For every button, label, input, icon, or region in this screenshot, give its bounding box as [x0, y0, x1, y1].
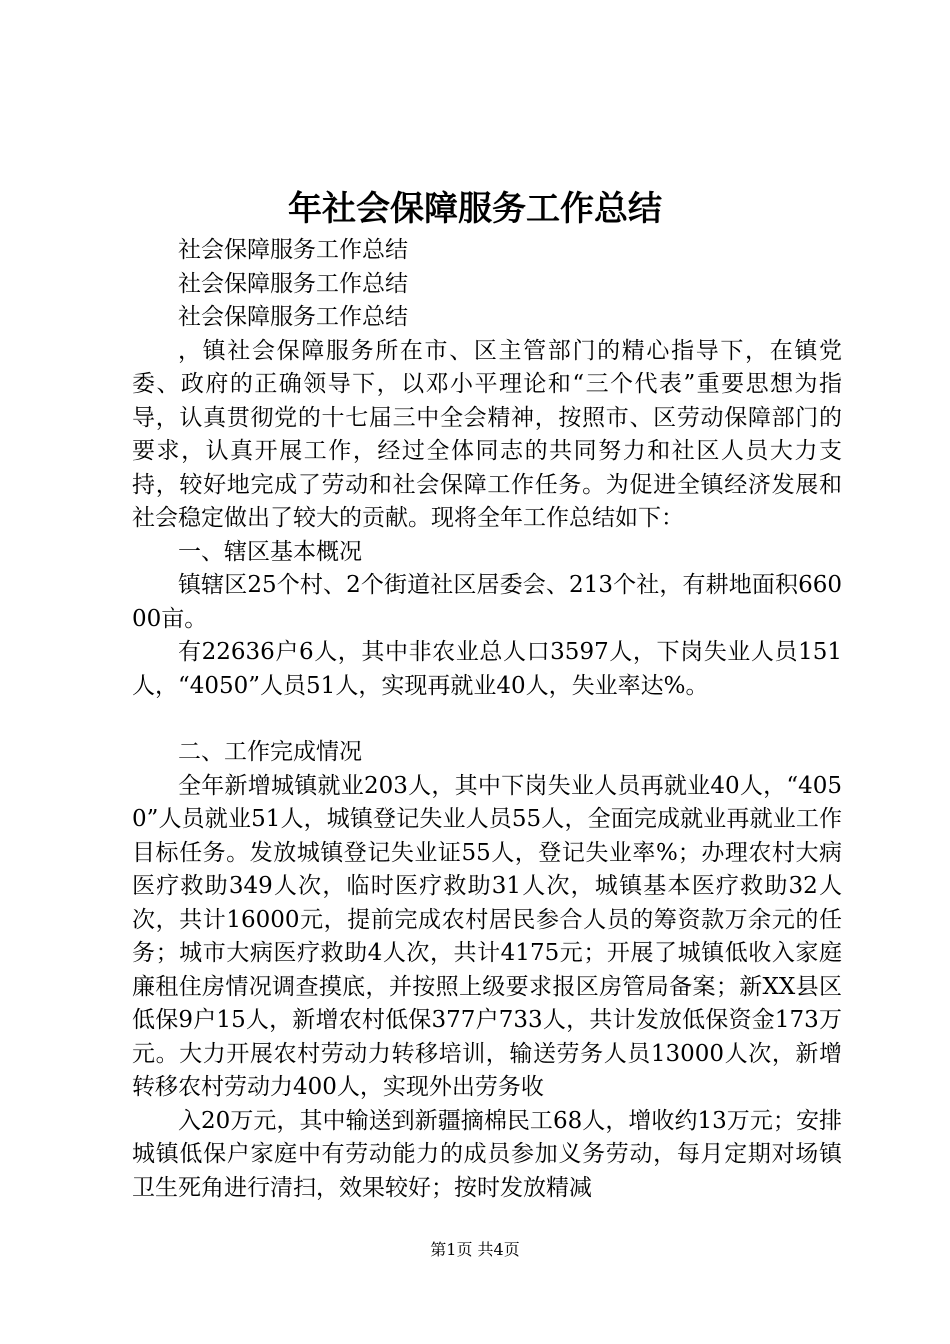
section-heading-completion: 二、工作完成情况 — [178, 739, 362, 765]
paragraph-completion-2: 入20万元，其中输送到新疆摘棉民工68人，增收约13万元；安排城镇低保户家庭中有劳动能力的成员参加义务劳动，每月定期对场镇卫生死角进行清扫，效果较好；按时发放精减 — [132, 1107, 842, 1201]
document-title: 年社会保障服务工作总结 — [288, 189, 662, 229]
section-heading-overview: 一、辖区基本概况 — [178, 538, 362, 565]
paragraph-heading-2: 社会保障服务工作总结 — [178, 270, 408, 297]
paragraph-heading-3: 社会保障服务工作总结 — [178, 304, 408, 330]
paragraph-overview-2: 有22636户6人，其中非农业总人口3597人，下岗失业人员151人，“4050”人员51人，实现再就业40人，失业率达%。 — [132, 639, 842, 699]
paragraph-intro: ，镇社会保障服务所在市、区主管部门的精心指导下，在镇党委、政府的正确领导下，以邓小平理论和“三个代表”重要思想为指导，认真贯彻党的十七届三中全会精神，按照市、区劳动保障部门的要求，认真开展工作，经过全体同志的共同努力和社区人员大力支持，较好地完成了劳动和社会保障工作任务。为促进全镇经济发展和社会稳定做出了较大的贡献。现将全年工作总结如下： — [132, 337, 842, 531]
paragraph-heading-1: 社会保障服务工作总结 — [178, 237, 408, 263]
document-body — [132, 234, 842, 1205]
page-footer: 第1页 共4页 — [430, 1240, 520, 1259]
paragraph-completion-1: 全年新增城镇就业203人，其中下岗失业人员再就业40人，“4050”人员就业51人，城镇登记失业人员55人，全面完成就业再就业工作目标任务。发放城镇登记失业证55人，登记失业率%；办理农村大病医疗救助349人次，临时医疗救助31人次，城镇基本医疗救助32人次，共计16000元，提前完成农村居民参合人员的筹资款万余元的任务；城市大病医疗救助4人次，共计4175元；开展了城镇低收入家庭廉租住房情况调查摸底，并按照上级要求报区房管局备案；新XX县区低保9户15人，新增农村低保377户733人，共计发放低保资金173万元。大力开展农村劳动力转移培训，输送劳务人员13000人次，新增转移农村劳动力400人，实现外出劳务收 — [132, 772, 842, 1100]
paragraph-overview-1: 镇辖区25个村、2个街道社区居委会、213个社，有耕地面积66000亩。 — [132, 572, 842, 632]
